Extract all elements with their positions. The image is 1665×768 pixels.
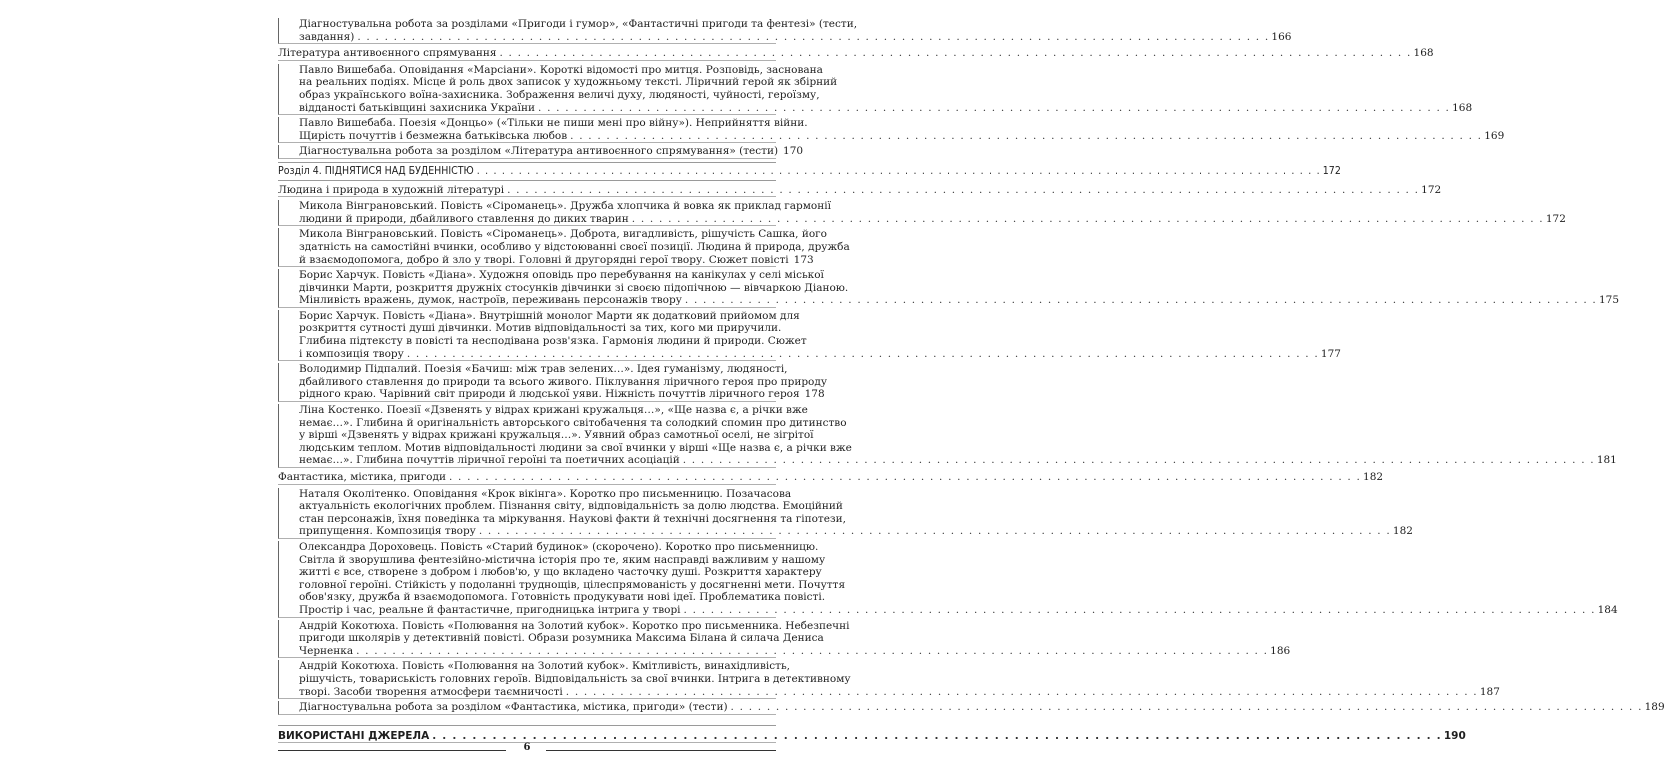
toc-subentry <box>278 363 828 402</box>
toc-entry-line: дівчинки Марти, розкриття дружніх стосунків дівчинки зі своєю підопічною — вівчаркою Діаною. <box>299 281 849 294</box>
dot-leader: . . . . . . . . . . . . . . . . . . . . . . . . . . . . . . . . . . . . . . . . . . . . . . . . . . . . . . . . . . . . . . . . . . . . . . . . . . . . . . . . . . . . . . . . . . . . . . . . . . . . . <box>683 603 1596 616</box>
toc-entry-line: Діагностувальна робота за розділами «Пригоди і гумор», «Фантастичні пригоди та фентезі» (тести, <box>299 18 858 30</box>
toc-entry-title: рідного краю. Чарівний світ природи й людської уяви. Ніжність почуттів ліричного героя <box>299 388 800 401</box>
dot-leader: . . . . . . . . . . . . . . . . . . . . . . . . . . . . . . . . . . . . . . . . . . . . . . . . . . . . . . . . . . . . . . . . . . . . . . . . . . . . . . . . . . . . . . . . . . . . . . . . . . . . . <box>538 101 1451 114</box>
table-of-contents <box>278 16 1665 746</box>
toc-entry-line: дбайливого ставлення до природи та всього живого. Піклування ліричного героя про природу <box>299 375 828 388</box>
toc-entry-line: пригоди школярів у детективній повісті. Образи розумника Максима Білана й силача Дениса <box>299 632 824 645</box>
page-number: 6 <box>523 742 531 753</box>
toc-entry-title: припущення. Композиція твору <box>299 525 476 538</box>
toc-entry-title: Література антивоєнного спрямування <box>278 47 497 60</box>
toc-subentry <box>278 540 1618 618</box>
toc-entry-line: головної героїні. Стійкість у подоланні труднощів, цілеспрямованість у досягненні мети. Почуття <box>299 578 846 591</box>
footer-rule-left <box>278 750 506 751</box>
toc-entry-title: людини й природи, дбайливого ставлення до диких тварин <box>299 212 629 225</box>
toc-subentry <box>278 701 1665 715</box>
toc-entry-title: Людина і природа в художній літературі <box>278 183 505 196</box>
toc-entry-line: Борис Харчук. Повість «Діана». Внутрішній монолог Марти як додатковий прийомом для <box>299 309 800 322</box>
toc-page-number: 172 <box>1545 212 1566 225</box>
toc-entry-line: актуальність екологічних проблем. Пізнання світу, відповідальність за долю людства. Емоційний <box>299 500 843 513</box>
toc-entry-line: Наталя Околітенко. Оповідання «Крок вікінга». Коротко про письменницю. Позачасова <box>299 487 792 500</box>
dot-leader: . . . . . . . . . . . . . . . . . . . . . . . . . . . . . . . . . . . . . . . . . . . . . . . . . . . . . . . . . . . . . . . . . . . . . . . . . . . . . . . . . . . . . . . . . . . . . . . . . . . . . <box>682 454 1595 467</box>
toc-page-number: 181 <box>1596 454 1617 467</box>
dot-leader: . . . . . . . . . . . . . . . . . . . . . . . . . . . . . . . . . . . . . . . . . . . . . . . . . . . . . . . . . . . . . . . . . . . . . . . . . . . . . . . . . . . . . . . . . . . . . . . . . . . . . <box>406 347 1319 360</box>
toc-entry-title: немає…». Глибина почуттів ліричної героїні та поетичних асоціацій <box>299 454 680 467</box>
toc-page-number: 168 <box>1413 47 1434 60</box>
toc-entry-line: Борис Харчук. Повість «Діана». Художня оповідь про перебування на канікулах у селі міської <box>299 269 824 282</box>
toc-entry-line: Глибина підтексту в повісті та несподівана розв'язка. Гармонія людини й природи. Сюжет <box>299 335 807 348</box>
toc-entry <box>278 183 1442 198</box>
toc-subentry <box>278 117 1505 143</box>
toc-entry-title: відданості батьківщині захисника України <box>299 101 535 114</box>
dot-leader: . . . . . . . . . . . . . . . . . . . . . . . . . . . . . . . . . . . . . . . . . . . . . . . . . . . . . . . . . . . . . . . . . . . . . . . . . . . . . . . . . . . . . . . . . . . . . . . . . . . . . <box>448 471 1362 483</box>
toc-subentry <box>278 487 1413 539</box>
toc-subentry <box>278 404 1617 468</box>
dot-leader: . . . . . . . . . . . . . . . . . . . . . . . . . . . . . . . . . . . . . . . . . . . . . . . . . . . . . . . . . . . . . . . . . . . . . . . . . . . . . . . . . . . . . . . . . . . . . . . . . . . . . <box>432 729 1442 742</box>
toc-entry-line: Олександра Дороховець. Повість «Старий будинок» (скорочено). Коротко про письменницю. <box>299 540 819 553</box>
toc-page-number: 168 <box>1452 101 1473 114</box>
toc-page-number: 186 <box>1270 644 1291 657</box>
toc-page-number: 182 <box>1392 525 1413 538</box>
toc-entry-title: ВИКОРИСТАНІ ДЖЕРЕЛА <box>278 729 430 742</box>
toc-entry-line: житті є все, створене з добром і любов'ю, у що вкладено часточку душі. Розкриття характеру <box>299 566 822 579</box>
toc-entry-line: образ українського воїна-захисника. Зображення величі духу, людяності, чуйності, героїзму, <box>299 88 820 101</box>
toc-page-number: 170 <box>783 145 804 158</box>
toc-subentry <box>278 63 1473 115</box>
toc-subentry <box>278 18 1292 44</box>
dot-leader: . . . . . . . . . . . . . . . . . . . . . . . . . . . . . . . . . . . . . . . . . . . . . . . . . . . . . . . . . . . . . . . . . . . . . . . . . . . . . . . . . . . . . . . . . . . . . . . . . . . . . <box>478 525 1391 538</box>
dot-leader: . . . . . . . . . . . . . . . . . . . . . . . . . . . . . . . . . . . . . . . . . . . . . . . . . . . . . . . . . . . . . . . . . . . . . . . . . . . . . . . . . . . . . . . . . . . . . . . . . . . . . <box>357 30 1270 43</box>
toc-page-number: 187 <box>1479 685 1500 698</box>
footer-rule-right <box>546 750 776 751</box>
toc-entry-line: Микола Вінграновський. Повість «Сіроманець». Доброта, вигадливість, рішучість Сашка, його <box>299 228 827 241</box>
toc-subentry <box>278 228 850 267</box>
toc-entry-line: Микола Вінграновський. Повість «Сіроманець». Дружба хлопчика й вовка як приклад гармонії <box>299 200 831 213</box>
toc-entry <box>278 725 1466 744</box>
toc-entry-line: людським теплом. Мотив відповідальності людини за свої вчинки у вірші «Ще назва є, а річки вже <box>299 441 852 454</box>
dot-leader: . . . . . . . . . . . . . . . . . . . . . . . . . . . . . . . . . . . . . . . . . . . . . . . . . . . . . . . . . . . . . . . . . . . . . . . . . . . . . . . . . . . . . . . . . . . . . . . . . . . . . <box>730 701 1643 714</box>
toc-page-number: 173 <box>793 253 814 266</box>
toc-entry-line: стан персонажів, їхня поведінка та міркування. Наукові факти й технічні досягнення та гіпотези, <box>299 512 846 525</box>
toc-subentry <box>278 660 1500 699</box>
toc-entry-title: творі. Засоби творення атмосфери таємничості <box>299 685 563 698</box>
dot-leader: . . . . . . . . . . . . . . . . . . . . . . . . . . . . . . . . . . . . . . . . . . . . . . . . . . . . . . . . . . . . . . . . . . . . . . . . . . . . . . . . . . . . . . . . . . . . . . . . . . . . . <box>499 47 1412 60</box>
toc-entry-line: обов'язку, дружба й взаємодопомога. Готовність продукувати нові ідеї. Проблематика повісті. <box>299 591 826 604</box>
dot-leader: . . . . . . . . . . . . . . . . . . . . . . . . . . . . . . . . . . . . . . . . . . . . . . . . . . . . . . . . . . . . . . . . . . . . . . . . . . . . . . . . . . . . . . . . . . . . . . . . . . . . . <box>631 212 1544 225</box>
toc-subentry <box>278 619 1291 659</box>
toc-entry-line: Андрій Кокотюха. Повість «Полювання на Золотий кубок». Кмітливість, винахідливість, <box>299 660 791 673</box>
page-footer <box>278 742 776 756</box>
dot-leader: . . . . . . . . . . . . . . . . . . . . . . . . . . . . . . . . . . . . . . . . . . . . . . . . . . . . . . . . . . . . . . . . . . . . . . . . . . . . . . . . . . . . . . . . . . . . . . . . . . . . . <box>570 129 1483 142</box>
toc-page-number: 166 <box>1271 30 1292 43</box>
toc-page-number: 178 <box>804 388 825 401</box>
toc-entry-line: розкриття сутності душі дівчинки. Мотив відповідальності за тих, кого ми приручили. <box>299 322 782 335</box>
toc-page-number: 175 <box>1598 294 1620 307</box>
toc-entry-title: Щирість почуттів і безмежна батьківська любов <box>299 129 568 142</box>
toc-page-number: 172 <box>1421 183 1442 196</box>
toc-entry-line: рішучість, товариськість головних героїв. Відповідальність за свої вчинки. Інтрига в детективному <box>299 672 851 685</box>
toc-entry-line: Світла й зворушлива фентезійно-містична історія про те, яким насправді важливим у нашому <box>299 553 826 566</box>
toc-entry <box>278 471 1384 485</box>
toc-entry-title: й взаємодопомога, добро й зло у творі. Головні й другорядні герої твору. Сюжет повісті <box>299 253 789 266</box>
toc-entry-line: у вірші «Дзвенять у відрах крижані кружальця…». Уявний образ самотньої оселі, не зігрітої <box>299 429 814 442</box>
toc-subentry <box>278 200 1566 226</box>
toc-entry-line: Павло Вишебаба. Оповідання «Марсіани». Короткі відомості про митця. Розповідь, заснована <box>299 63 823 76</box>
toc-page-number: 182 <box>1363 471 1384 483</box>
dot-leader: . . . . . . . . . . . . . . . . . . . . . . . . . . . . . . . . . . . . . . . . . . . . . . . . . . . . . . . . . . . . . . . . . . . . . . . . . . . . . . . . . . . . . . . . . . . . . . . . . . . . . <box>476 164 1321 177</box>
toc-subentry <box>278 309 1341 361</box>
toc-page-number: 184 <box>1597 603 1618 616</box>
dot-leader: . . . . . . . . . . . . . . . . . . . . . . . . . . . . . . . . . . . . . . . . . . . . . . . . . . . . . . . . . . . . . . . . . . . . . . . . . . . . . . . . . . . . . . . . . . . . . . . . . . . . . <box>507 183 1420 196</box>
toc-entry-title: завдання) <box>299 30 355 43</box>
toc-subentry <box>278 145 804 159</box>
toc-entry-line: немає…». Глибина й оригінальність авторського світобачення та солодкий спомин про дитинство <box>299 416 847 429</box>
dot-leader: . . . . . . . . . . . . . . . . . . . . . . . . . . . . . . . . . . . . . . . . . . . . . . . . . . . . . . . . . . . . . . . . . . . . . . . . . . . . . . . . . . . . . . . . . . . . . . . . . . . . . <box>565 685 1478 698</box>
toc-entry-title: Фантастика, містика, пригоди <box>278 471 446 483</box>
toc-entry-line: на реальних подіях. Місце й роль двох записок у художньому тексті. Ліричний герой як збірний <box>299 76 838 89</box>
toc-entry-line: Володимир Підпалий. Поезія «Бачиш: між трав зелених…». Ідея гуманізму, людяності, <box>299 363 788 376</box>
toc-entry-title: Мінливість вражень, думок, настроїв, переживань персонажів твору <box>299 294 682 307</box>
toc-page-number: 169 <box>1484 129 1505 142</box>
toc-entry-title: і композиція твору <box>299 347 404 360</box>
toc-page-number: 172 <box>1322 164 1341 177</box>
toc-entry-line: Андрій Кокотюха. Повість «Полювання на Золотий кубок». Коротко про письменника. Небезпечні <box>299 619 850 632</box>
toc-subentry <box>278 269 1620 308</box>
toc-entry-title: Діагностувальна робота за розділом «Література антивоєнного спрямування» (тести) <box>299 145 779 158</box>
toc-entry-title: Простір і час, реальне й фантастичне, пригодницька інтрига у творі <box>299 603 681 616</box>
dot-leader: . . . . . . . . . . . . . . . . . . . . . . . . . . . . . . . . . . . . . . . . . . . . . . . . . . . . . . . . . . . . . . . . . . . . . . . . . . . . . . . . . . . . . . . . . . . . . . . . . . . . . <box>684 294 1597 307</box>
toc-page-number: 190 <box>1443 729 1466 742</box>
toc-entry-line: Павло Вишебаба. Поезія «Донцьо» («Тільки не пиши мені про війну»). Неприйняття війни. <box>299 117 808 130</box>
dot-leader: . . . . . . . . . . . . . . . . . . . . . . . . . . . . . . . . . . . . . . . . . . . . . . . . . . . . . . . . . . . . . . . . . . . . . . . . . . . . . . . . . . . . . . . . . . . . . . . . . . . . . <box>356 644 1269 657</box>
toc-entry <box>278 47 1434 61</box>
toc-entry-title: Діагностувальна робота за розділом «Фантастика, містика, пригоди» (тести) <box>299 701 728 714</box>
toc-entry-line: здатність на самостійні вчинки, особливо у відстоюванні своєї позиції. Людина й природа, дружба <box>299 240 850 253</box>
toc-entry-title: Розділ 4. ПІДНЯТИСЯ НАД БУДЕННІСТЮ <box>278 164 474 177</box>
toc-page-number: 177 <box>1320 347 1341 360</box>
toc-page-number: 189 <box>1644 701 1665 714</box>
toc-chapter <box>278 162 1341 181</box>
toc-entry-line: Ліна Костенко. Поезії «Дзвенять у відрах крижані кружальця…», «Ще назва є, а річки вже <box>299 404 808 417</box>
toc-entry-title: Черненка <box>299 644 354 657</box>
